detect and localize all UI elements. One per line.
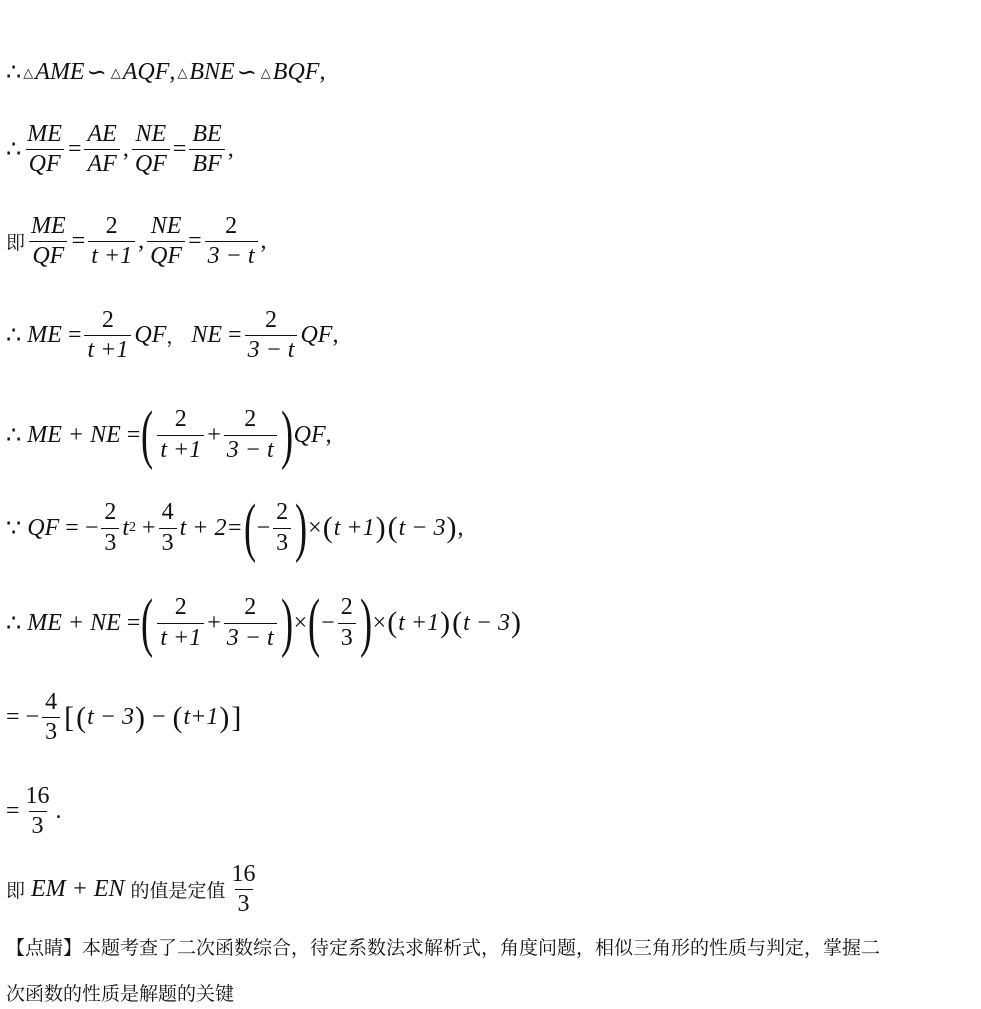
numerator: 2 bbox=[101, 307, 114, 333]
right-paren: ) bbox=[510, 606, 521, 639]
fraction-ae-af bbox=[84, 122, 119, 177]
triangle-symbol: △ bbox=[260, 64, 271, 80]
fraction-2-3-minus-t bbox=[224, 595, 277, 650]
term-qf: QF bbox=[27, 514, 60, 541]
numerator: 2 bbox=[244, 406, 257, 433]
equals-sign: = bbox=[172, 136, 187, 163]
numerator: 2 bbox=[104, 499, 117, 526]
left-paren: ( bbox=[141, 586, 154, 659]
equals-sign: = bbox=[228, 322, 242, 349]
numerator: 2 bbox=[105, 213, 118, 239]
denominator: 3 − t bbox=[224, 623, 277, 651]
therefore-symbol: ∴ bbox=[6, 323, 22, 350]
comma: , bbox=[260, 228, 267, 255]
comma: , bbox=[332, 322, 339, 349]
fraction-2-3 bbox=[101, 500, 119, 555]
right-paren: ) bbox=[359, 586, 372, 659]
equals-sign: = bbox=[6, 798, 20, 825]
numerator: 2 bbox=[174, 406, 187, 433]
right-paren: ) bbox=[295, 491, 308, 564]
term-me: ME bbox=[27, 322, 62, 349]
factor-t-minus-3: t − 3 bbox=[87, 704, 134, 731]
times-sign: × bbox=[372, 609, 387, 636]
solution-line-10 bbox=[6, 862, 262, 917]
term-em-plus-en: EM + EN bbox=[31, 876, 125, 903]
right-paren: ) bbox=[280, 398, 293, 471]
fraction-me-qf bbox=[28, 214, 69, 269]
plus-sign: + bbox=[207, 609, 221, 636]
plus-sign: + bbox=[142, 514, 156, 541]
left-paren: ( bbox=[243, 491, 256, 564]
right-paren: ) bbox=[280, 586, 293, 659]
times-sign: × bbox=[293, 609, 308, 636]
denominator: QF bbox=[147, 241, 185, 269]
denominator: 3 bbox=[338, 623, 356, 651]
numerator: 16 bbox=[231, 861, 256, 887]
denominator: t +1 bbox=[84, 335, 131, 363]
numerator: 2 bbox=[174, 594, 187, 621]
numerator: 16 bbox=[25, 783, 50, 809]
term-me-plus-ne: ME + NE bbox=[27, 421, 121, 448]
comma: , bbox=[457, 514, 464, 541]
similar-symbol: ∽ bbox=[236, 60, 257, 86]
denominator: 3 − t bbox=[224, 435, 277, 463]
factor-t-minus-3: t − 3 bbox=[463, 609, 510, 636]
fraction-ne-qf bbox=[132, 122, 170, 177]
term-ne: NE bbox=[191, 322, 223, 349]
variable-t: t bbox=[122, 514, 130, 541]
right-paren: ) bbox=[219, 700, 230, 734]
similar-symbol: ∽ bbox=[86, 60, 107, 86]
numerator: BE bbox=[192, 121, 222, 147]
fraction-ne-qf bbox=[147, 214, 185, 269]
solution-line-4 bbox=[6, 308, 338, 363]
equals-minus: = − bbox=[6, 704, 40, 731]
fraction-2-3 bbox=[273, 500, 291, 555]
left-paren: ( bbox=[308, 586, 321, 659]
numerator: AE bbox=[87, 121, 117, 147]
solution-line-6 bbox=[6, 491, 464, 564]
denominator: 3 bbox=[101, 528, 119, 556]
prefix-ji: 即 bbox=[6, 880, 26, 903]
numerator: 2 bbox=[276, 499, 289, 526]
fraction-be-bf bbox=[189, 122, 224, 177]
denominator: QF bbox=[29, 241, 67, 269]
equals-sign: = bbox=[188, 228, 202, 255]
triangle-bqf: BQF bbox=[272, 59, 320, 85]
left-paren: ( bbox=[76, 700, 87, 734]
triangle-symbol: △ bbox=[110, 64, 121, 80]
minus-sign: − bbox=[151, 704, 166, 731]
numerator: NE bbox=[150, 213, 182, 239]
right-paren: ) bbox=[440, 606, 451, 639]
comma: , bbox=[169, 59, 176, 85]
exponent: 2 bbox=[129, 520, 137, 535]
therefore-symbol: ∴ bbox=[6, 610, 22, 637]
denominator: BF bbox=[189, 149, 224, 177]
fraction-2-t-plus-1 bbox=[157, 595, 204, 650]
numerator: NE bbox=[135, 121, 167, 147]
left-paren: ( bbox=[172, 700, 183, 734]
fraction-2-3 bbox=[338, 595, 356, 650]
triangle-ame: AME bbox=[35, 59, 85, 85]
term-t-plus-2: t + 2= bbox=[179, 514, 243, 541]
fraction-2-t-plus-1 bbox=[157, 407, 204, 462]
right-paren: ) bbox=[375, 511, 386, 544]
term-qf: QF bbox=[293, 421, 326, 448]
term-me-plus-ne: ME + NE bbox=[27, 609, 121, 636]
right-paren: ) bbox=[446, 511, 457, 544]
solution-line-5 bbox=[6, 398, 332, 471]
triangle-aqf: AQF bbox=[122, 59, 170, 85]
equals-sign: = bbox=[71, 228, 86, 255]
denominator: 3 − t bbox=[245, 335, 298, 363]
comma: , bbox=[138, 228, 145, 255]
factor-t-minus-3: t − 3 bbox=[398, 514, 446, 541]
factor-t-plus-1: t +1 bbox=[333, 514, 375, 541]
times-sign: × bbox=[308, 514, 322, 541]
denominator: 3 bbox=[42, 717, 60, 745]
denominator: t +1 bbox=[157, 435, 204, 463]
triangle-symbol: △ bbox=[177, 64, 188, 80]
comma: , bbox=[227, 136, 234, 163]
fraction-2-3-minus-t bbox=[245, 308, 298, 363]
denominator: QF bbox=[132, 149, 170, 177]
text-constant-value: 的值是定值 bbox=[130, 880, 226, 903]
solution-line-9 bbox=[6, 784, 62, 839]
separator-comma: ， bbox=[166, 326, 186, 349]
equals-sign: = bbox=[67, 322, 82, 349]
right-bracket: ] bbox=[231, 700, 242, 734]
denominator: t +1 bbox=[157, 623, 204, 651]
fraction-2-t-plus-1 bbox=[84, 308, 131, 363]
period: . bbox=[55, 798, 62, 825]
therefore-symbol: ∴ bbox=[6, 137, 22, 164]
solution-line-8 bbox=[6, 690, 242, 745]
right-paren: ) bbox=[134, 700, 145, 734]
denominator: AF bbox=[84, 149, 119, 177]
minus-sign: − bbox=[321, 609, 335, 636]
numerator: 4 bbox=[161, 499, 174, 526]
comma: , bbox=[122, 136, 129, 163]
term-qf: QF bbox=[300, 322, 333, 349]
left-paren: ( bbox=[141, 398, 154, 471]
fraction-me-qf bbox=[24, 122, 65, 177]
because-symbol: ∵ bbox=[6, 515, 22, 542]
factor-t-plus-1: t+1 bbox=[183, 704, 219, 731]
solution-line-2 bbox=[6, 122, 234, 177]
minus-sign: − bbox=[256, 514, 271, 541]
note-line-2: 次函数的性质是解题的关键 bbox=[6, 983, 235, 1005]
denominator: 3 − t bbox=[205, 241, 258, 269]
left-paren: ( bbox=[387, 606, 398, 639]
numerator: 4 bbox=[45, 689, 58, 715]
therefore-symbol: ∴ bbox=[6, 422, 22, 449]
solution-line-1 bbox=[6, 58, 325, 87]
comma: , bbox=[325, 421, 332, 448]
numerator: 2 bbox=[265, 307, 278, 333]
comma: , bbox=[319, 59, 326, 85]
denominator: 3 bbox=[29, 811, 47, 839]
fraction-4-3 bbox=[159, 500, 177, 555]
term-qf: QF bbox=[134, 322, 167, 349]
triangle-symbol: △ bbox=[23, 64, 34, 80]
left-paren: ( bbox=[387, 511, 398, 544]
numerator: ME bbox=[27, 121, 62, 147]
fraction-2-t-plus-1 bbox=[88, 214, 135, 269]
note-line-1: 【点睛】本题考查了二次函数综合，待定系数法求解析式，角度问题，相似三角形的性质与判定，掌握二 bbox=[6, 937, 881, 959]
fraction-2-3-minus-t bbox=[205, 214, 258, 269]
denominator: 3 bbox=[159, 528, 177, 556]
solution-line-7 bbox=[6, 586, 522, 659]
denominator: 3 bbox=[235, 889, 253, 917]
left-paren: ( bbox=[452, 606, 463, 639]
equals-sign: = bbox=[126, 421, 141, 448]
denominator: QF bbox=[26, 149, 64, 177]
numerator: 2 bbox=[340, 594, 353, 621]
numerator: 2 bbox=[244, 594, 257, 621]
numerator: ME bbox=[31, 213, 66, 239]
solution-line-3 bbox=[6, 214, 267, 269]
numerator: 2 bbox=[225, 213, 238, 239]
triangle-bne: BNE bbox=[189, 59, 235, 85]
denominator: t +1 bbox=[88, 241, 135, 269]
prefix-ji: 即 bbox=[6, 232, 26, 255]
fraction-16-3 bbox=[229, 862, 259, 917]
plus-sign: + bbox=[207, 421, 221, 448]
fraction-16-3 bbox=[23, 784, 53, 839]
factor-t-plus-1: t +1 bbox=[398, 609, 440, 636]
fraction-2-3-minus-t bbox=[224, 407, 277, 462]
equals-sign: = bbox=[67, 136, 82, 163]
fraction-4-3 bbox=[42, 690, 60, 745]
equals-minus: = − bbox=[65, 514, 99, 541]
therefore-symbol: ∴ bbox=[6, 60, 22, 86]
denominator: 3 bbox=[273, 528, 291, 556]
left-bracket: [ bbox=[64, 700, 75, 734]
left-paren: ( bbox=[322, 511, 333, 544]
equals-sign: = bbox=[126, 609, 141, 636]
